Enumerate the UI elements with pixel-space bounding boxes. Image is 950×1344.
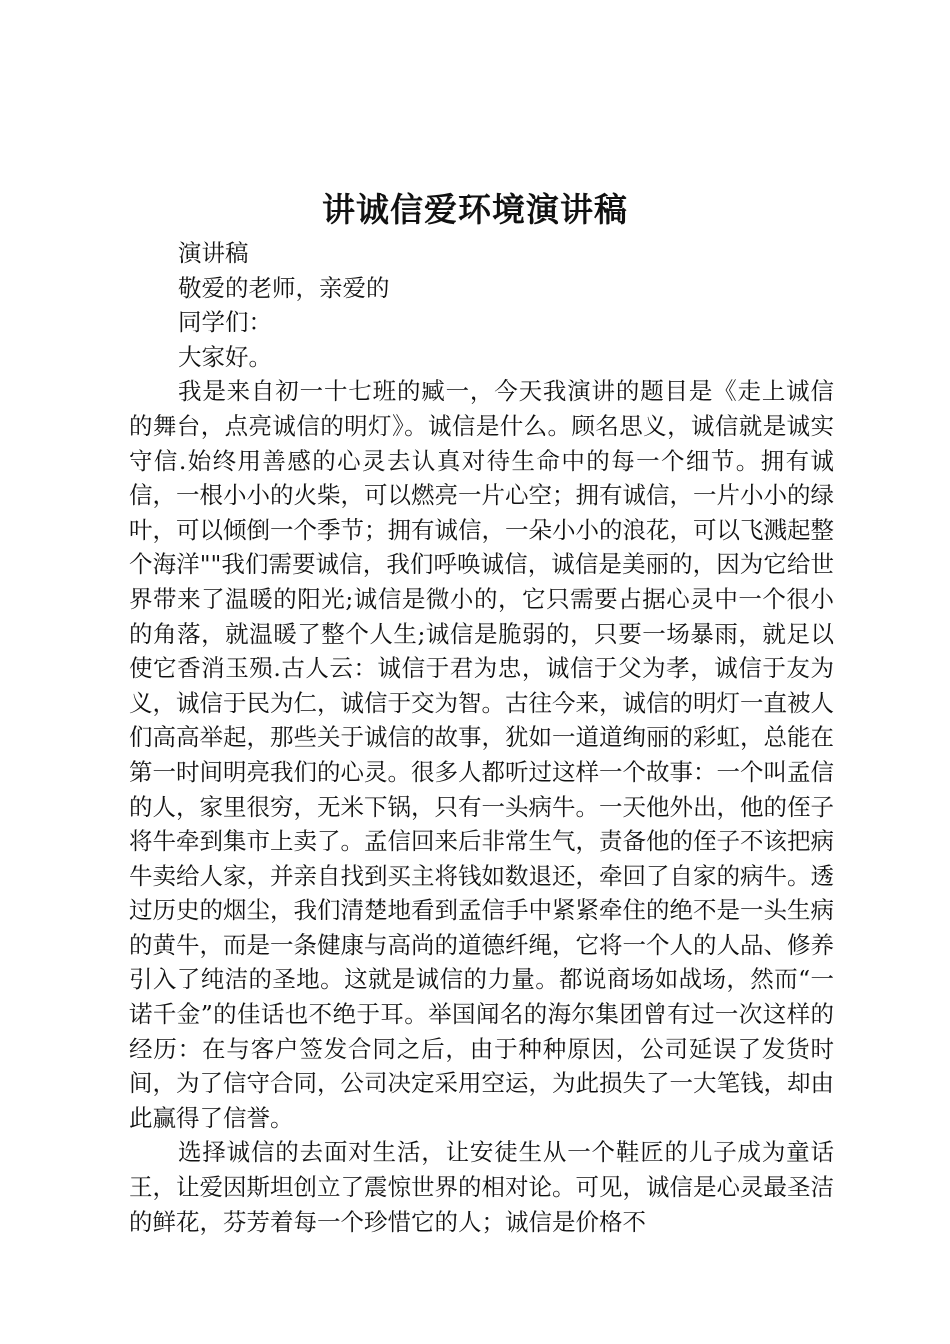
opening-line-heading: 演讲稿 [178,239,249,267]
opening-line-salutation: 敬爱的老师，亲爱的 [178,273,390,302]
opening-line-greeting: 大家好。 [178,342,272,371]
document-body [129,236,834,1239]
opening-line-classmates: 同学们： [178,308,272,337]
document-title: 讲诚信爱环境演讲稿 [322,190,628,229]
paragraph-main: 我是来自初一十七班的臧一，今天我演讲的题目是《走上诚信的舞台，点亮诚信的明灯》。诚信是什么。顾名思义，诚信就是诚实守信.始终用善感的心灵去认真对待生命中的每一个细节。拥有诚信，一根小小的火柴，可以燃亮一片心空；拥有诚信，一片小小的绿叶，可以倾倒一个季节；拥有诚信，一朵小小的浪花，可以飞溅起整个海洋""我们需要诚信，我们呼唤诚信，诚信是美丽的，因为它给世界带来了温暖的阳光;诚信是微小的，它只需要占据心灵中一个很小的角落，就温暖了整个人生;诚信是脆弱的，只要一场暴雨，就足以使它香消玉殒.古人云：诚信于君为忠，诚信于父为孝，诚信于友为义，诚信于民为仁，诚信于交为智。古往今来，诚信的明灯一直被人们高高举起，那些关于诚信的故事，犹如一道道绚丽的彩虹，总能在第一时间明亮我们的心灵。很多人都听过这样一个故事：一个叫孟信的人，家里很穷，无米下锅，只有一头病牛。一天他外出，他的侄子将牛牵到集市上卖了。孟信回来后非常生气，责备他的侄子不该把病牛卖给人家，并亲自找到买主将钱如数退还，牵回了自家的病牛。透过历史的烟尘，我们清楚地看到孟信手中紧紧牵住的绝不是一头生病的黄牛，而是一条健康与高尚的道德纤绳，它将一个人的人品、修养引入了纯洁的圣地。这就是诚信的力量。都说商场如战场，然而“一诺千金”的佳话也不绝于耳。举国闻名的海尔集团曾有过一次这样的经历：在与客户签发合同之后，由于种种原因，公司延误了发货时间，为了信守合同，公司决定采用空运，为此损失了一大笔钱，却由此赢得了信誉。 [129,377,834,1132]
paragraph-second: 选择诚信的去面对生活，让安徒生从一个鞋匠的儿子成为童话王，让爱因斯坦创立了震惊世界的相对论。可见，诚信是心灵最圣洁的鲜花，芬芳着每一个珍惜它的人；诚信是价格不 [129,1138,834,1236]
